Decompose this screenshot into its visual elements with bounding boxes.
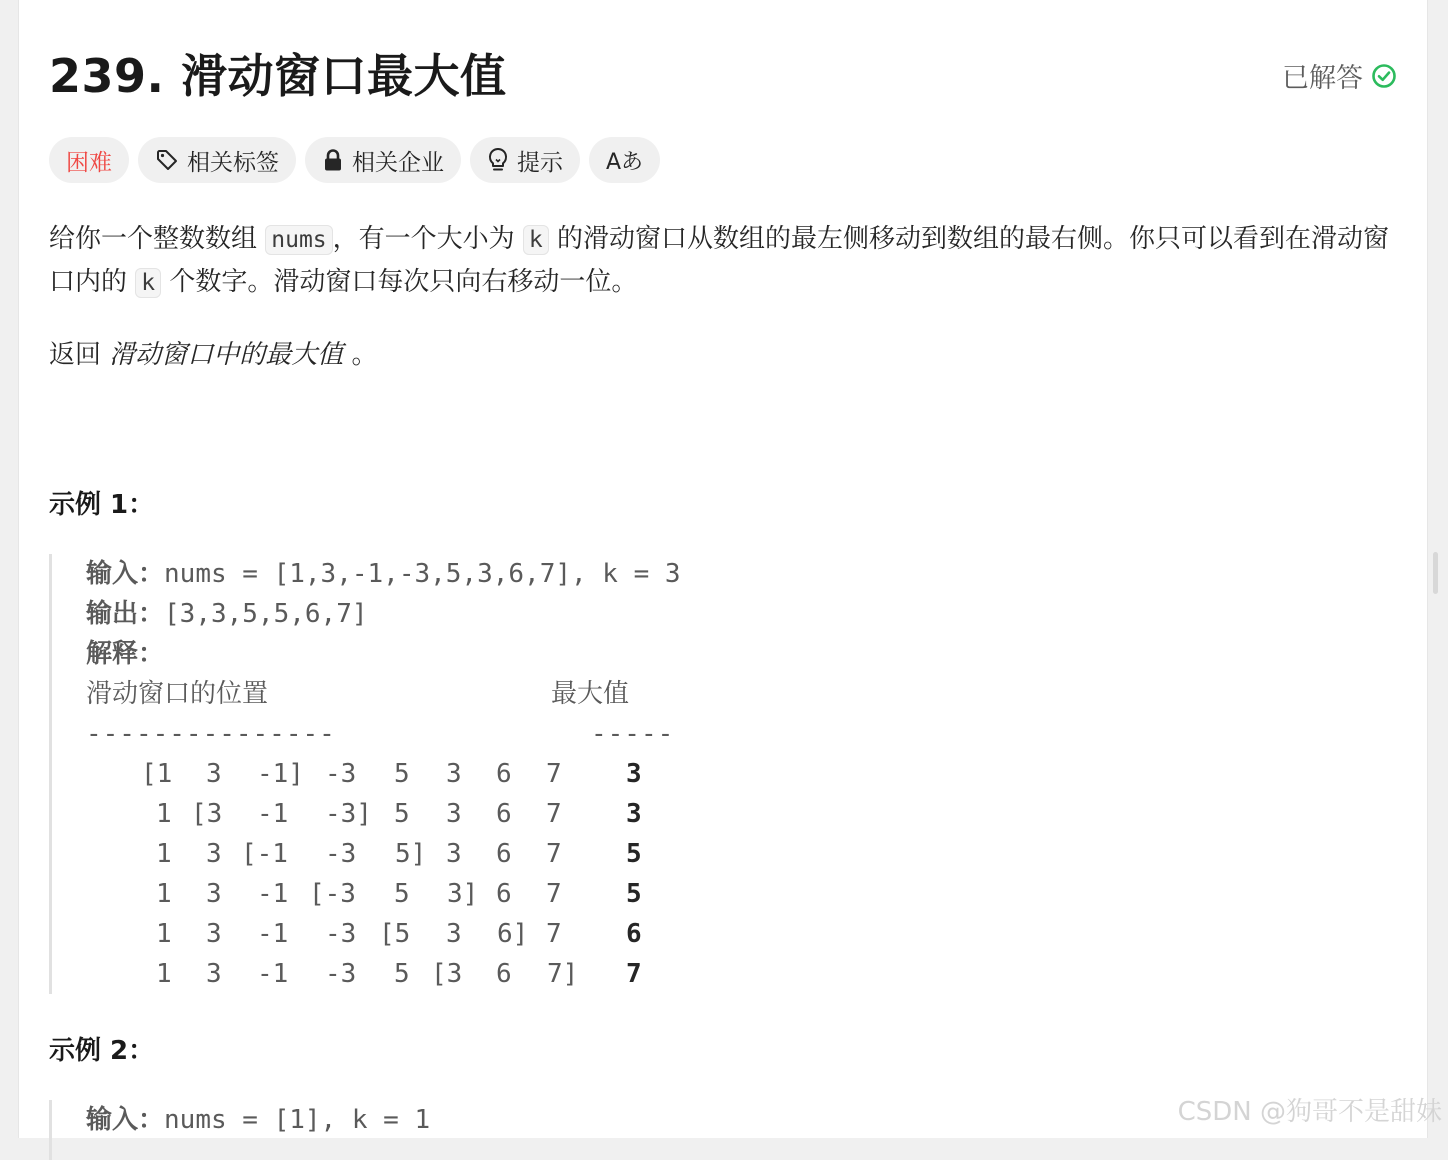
window-cell: [-1 bbox=[241, 839, 288, 869]
companies-button[interactable] bbox=[305, 137, 461, 183]
solved-status bbox=[1282, 56, 1397, 95]
example-2-title: 示例 2： bbox=[49, 1036, 155, 1066]
lightbulb-icon bbox=[487, 147, 509, 173]
window-cell: [3 bbox=[191, 799, 223, 829]
window-cell: 1 bbox=[156, 839, 172, 869]
window-table-divider: --------------- ----- bbox=[86, 719, 675, 749]
window-cell: 7 bbox=[546, 839, 562, 869]
window-max-value: 5 bbox=[626, 839, 642, 869]
window-max-value: 6 bbox=[626, 919, 642, 949]
window-cell: 6 bbox=[496, 839, 512, 869]
window-cell: [3 bbox=[431, 959, 463, 989]
window-cell: -1 bbox=[257, 879, 289, 909]
window-cell: -3 bbox=[325, 759, 357, 789]
window-cell: -1 bbox=[257, 799, 289, 829]
problem-panel bbox=[18, 0, 1428, 1138]
window-cell: -3] bbox=[325, 799, 372, 829]
return-emphasis: 滑动窗口中的最大值 bbox=[109, 340, 344, 370]
window-table-header bbox=[52, 674, 1352, 714]
window-cell: -3 bbox=[325, 839, 357, 869]
translate-button[interactable] bbox=[589, 137, 660, 183]
window-table-row bbox=[52, 914, 1352, 954]
code-k: k bbox=[135, 268, 161, 298]
window-cell: 7] bbox=[547, 959, 579, 989]
code-k: k bbox=[523, 225, 549, 255]
window-max-value: 5 bbox=[626, 879, 642, 909]
window-cell: 6 bbox=[496, 759, 512, 789]
window-table-row bbox=[52, 874, 1352, 914]
example-2-input: 输入：nums = [1], k = 1 bbox=[86, 1105, 431, 1135]
window-table-row bbox=[52, 754, 1352, 794]
window-cell: 3 bbox=[206, 839, 222, 869]
example-1-title: 示例 1： bbox=[49, 490, 155, 520]
window-max-value: 7 bbox=[626, 959, 642, 989]
check-circle-icon bbox=[1371, 63, 1397, 89]
window-cell: 6 bbox=[496, 879, 512, 909]
example-1-block bbox=[49, 554, 1352, 994]
window-cell: 5 bbox=[394, 879, 410, 909]
difficulty-label: 困难 bbox=[66, 149, 112, 176]
solved-label: 已解答 bbox=[1282, 63, 1363, 94]
window-cell: 3 bbox=[206, 959, 222, 989]
title-row bbox=[49, 40, 1397, 110]
description-paragraph: 给你一个整数数组 nums ，有一个大小为 k 的滑动窗口从数组的最左侧移动到数组的最右侧。你只可以看到在滑动窗口内的 k 个数字。滑动窗口每次只向右移动一位。 bbox=[49, 224, 1390, 297]
window-cell: 7 bbox=[546, 879, 562, 909]
difficulty-badge[interactable] bbox=[49, 137, 129, 183]
tag-icon bbox=[155, 148, 179, 172]
window-cell: -1 bbox=[257, 919, 289, 949]
window-cell: 1 bbox=[156, 799, 172, 829]
topics-label: 相关标签 bbox=[187, 149, 279, 176]
tag-bar bbox=[49, 137, 660, 183]
return-statement: 返回 滑动窗口中的最大值 。 bbox=[49, 340, 378, 370]
topics-button[interactable] bbox=[138, 137, 296, 183]
header-window-position: 滑动窗口的位置 bbox=[86, 679, 269, 709]
window-cell: [-3 bbox=[309, 879, 356, 909]
window-cell: 3 bbox=[446, 839, 462, 869]
window-max-value: 3 bbox=[626, 799, 642, 829]
hint-label: 提示 bbox=[517, 149, 563, 176]
hint-button[interactable] bbox=[470, 137, 580, 183]
window-cell: -1] bbox=[257, 759, 304, 789]
window-cell: 5 bbox=[394, 959, 410, 989]
translate-icon: Aあ bbox=[606, 149, 644, 175]
window-table-row bbox=[52, 954, 1352, 994]
window-max-value: 3 bbox=[626, 759, 642, 789]
example-1-explain: 解释： bbox=[86, 639, 165, 669]
problem-title[interactable]: 239. 滑动窗口最大值 bbox=[49, 49, 507, 103]
window-cell: 6 bbox=[496, 959, 512, 989]
window-cell: 7 bbox=[546, 799, 562, 829]
lock-icon bbox=[322, 148, 344, 172]
window-cell: 3 bbox=[206, 759, 222, 789]
companies-label: 相关企业 bbox=[352, 149, 444, 176]
problem-description bbox=[49, 218, 1399, 304]
header-max-value: 最大值 bbox=[551, 679, 630, 709]
window-cell: 1 bbox=[156, 879, 172, 909]
window-cell: 6] bbox=[497, 919, 529, 949]
window-cell: -1 bbox=[257, 959, 289, 989]
window-cell: 7 bbox=[546, 919, 562, 949]
window-cell: 3 bbox=[206, 919, 222, 949]
example-2-block bbox=[49, 1100, 1352, 1160]
window-cell: 5 bbox=[394, 759, 410, 789]
window-cell: 5 bbox=[394, 799, 410, 829]
window-cell: 6 bbox=[496, 799, 512, 829]
watermark: CSDN @狗哥不是甜妹 bbox=[1177, 1097, 1442, 1127]
scrollbar-thumb[interactable] bbox=[1433, 552, 1438, 594]
example-1-input: 输入：nums = [1,3,-1,-3,5,3,6,7], k = 3 bbox=[86, 559, 681, 589]
window-cell: 1 bbox=[156, 959, 172, 989]
window-cell: 3] bbox=[447, 879, 479, 909]
code-nums: nums bbox=[265, 225, 332, 255]
window-cell: 7 bbox=[546, 759, 562, 789]
example-1-output: 输出：[3,3,5,5,6,7] bbox=[86, 599, 368, 629]
window-cell: 5] bbox=[395, 839, 427, 869]
window-cell: 3 bbox=[446, 799, 462, 829]
window-table-rows bbox=[52, 754, 1352, 994]
window-cell: 3 bbox=[206, 879, 222, 909]
window-cell: [1 bbox=[141, 759, 173, 789]
window-table-row bbox=[52, 834, 1352, 874]
window-cell: -3 bbox=[325, 959, 357, 989]
window-cell: 3 bbox=[446, 759, 462, 789]
window-cell: 1 bbox=[156, 919, 172, 949]
window-table-row bbox=[52, 794, 1352, 834]
window-cell: [5 bbox=[379, 919, 411, 949]
window-cell: 3 bbox=[446, 919, 462, 949]
window-cell: -3 bbox=[325, 919, 357, 949]
